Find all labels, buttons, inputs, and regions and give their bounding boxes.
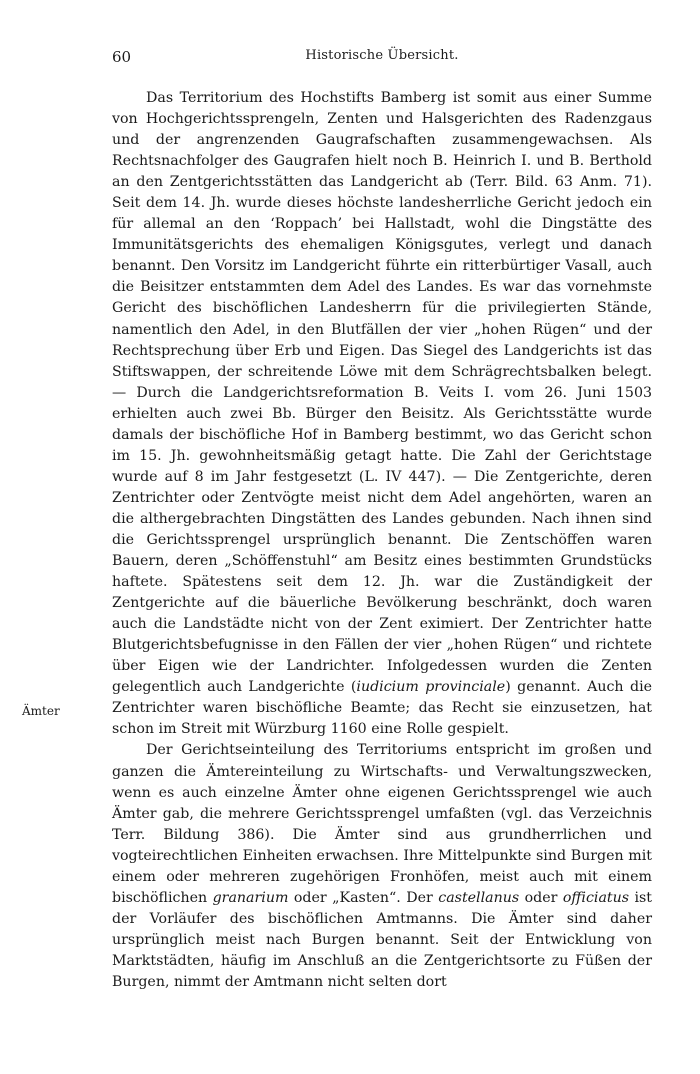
latin-term: castellanus: [438, 889, 520, 906]
latin-term: granarium: [212, 889, 289, 906]
running-title: Historische Übersicht.: [305, 48, 459, 63]
page-number: 60: [112, 48, 132, 66]
paragraph-text: oder: [519, 889, 563, 906]
paragraph-text: oder „Kasten“. Der: [288, 889, 439, 906]
paragraph-text: ) genannt. Auch die Zentrichter waren bischöfliche Beamte; das Recht sie einzusetzen, hat schon im Streit mit Würzburg 1160 eine Rolle gespielt.: [112, 679, 652, 738]
latin-term: officiatus: [562, 889, 630, 906]
paragraph-territorium: [112, 88, 652, 740]
paragraph-text: Das Territorium des Hochstifts Bamberg ist somit aus einer Summe von Hochgerichtssprengeln, Zenten und Halsgerichten des Radenzgaus und der angrenzenden Gaugrafschaften zusammengewachsen. Als Rechtsnachfolger des Gaugrafen hielt noch B. Heinrich I. und B. Berthold an den Zentgerichtsstätten das Landgericht ab (Terr. Bild. 63 Anm. 71). Seit dem 14. Jh. wurde dieses höchste landesherrliche Gericht jedoch ein für allemal an den ‘Roppach’ bei Hallstadt, wohl die Dingstätte des Immunitätsgerichts des ehemaligen Königsgutes, verlegt und danach benannt. Den Vorsitz im Landgericht führte ein ritterbürtiger Vasall, auch die Beisitzer entstammten dem Adel des Landes. Es war das vornehmste Gericht des bischöflichen Landesherrn für die privilegierten Stände, namentlich den Adel, in den Blutfällen der vier „hohen Rügen“ und der Rechtsprechung über Erb und Eigen. Das Siegel des Landgerichts ist das Stiftswappen, der schreitende Löwe mit dem Schrägrechtsbalken belegt. — Durch die Landgerichtsreformation B. Veits I. vom 26. Juni 1503 erhielten auch zwei Bb. Bürger den Beisitz. Als Gerichtsstätte wurde damals der bischöfliche Hof in Bamberg bestimmt, wo das Gericht schon im 15. Jh. gewohnheitsmäßig getagt hatte. Die Zahl der Gerichtstage wurde auf 8 im Jahr festgesetzt (L. IV 447). — Die Zentgerichte, deren Zentrichter oder Zentvögte meist nicht dem Adel angehörten, waren an die althergebrachten Dingstätten des Landes gebunden. Nach ihnen sind die Gerichtssprengel ursprünglich benannt. Die Zentschöffen waren Bauern, deren „Schöffenstuhl“ am Besitz eines bestimmten Grundstücks haftete. Spätestens seit dem 12. Jh. war die Zuständigkeit der Zentgerichte auf die bäuerliche Bevölkerung beschränkt, doch waren auch die Landstädte nicht von der Zent eximiert. Der Zentrichter hatte Blutgerichtsbefugnisse in den Fällen der vier „hohen Rügen“ und richtete über Eigen wie der Landrichter. Infolgedessen wurden die Zenten gelegentlich auch Landgerichte (: [112, 90, 652, 696]
paragraph-text: Der Gerichtseinteilung des Territoriums entspricht im großen und ganzen die Ämtereinteilung zu Wirtschafts- und Verwaltungszwecken, wenn es auch einzelne Ämter ohne eigenen Gerichtssprengel wie auch Ämter gab, die mehrere Gerichtssprengel umfaßten (vgl. das Verzeichnis Terr. Bildung 386). Die Ämter sind aus grundherrlichen und vogteirechtlichen Einheiten erwachsen. Ihre Mittelpunkte sind Burgen mit einem oder mehreren zugehörigen Fronhöfen, meist auch mit einem bischöflichen: [112, 742, 652, 906]
running-head: [112, 48, 652, 70]
paragraph-aemter: [112, 740, 652, 993]
margin-note-aemter: Ämter: [22, 704, 60, 718]
latin-term: iudicium provinciale: [356, 679, 506, 696]
body-text: [112, 88, 652, 993]
paragraph-text: ist der Vorläufer des bischöflichen Amtmanns. Die Ämter sind daher ursprünglich meist nach Burgen benannt. Seit der Entwicklung von Marktstädten, häufig im Anschluß an die Zentgerichtsorte zu Füßen der Burgen, nimmt der Amtmann nicht selten dort: [112, 889, 653, 990]
